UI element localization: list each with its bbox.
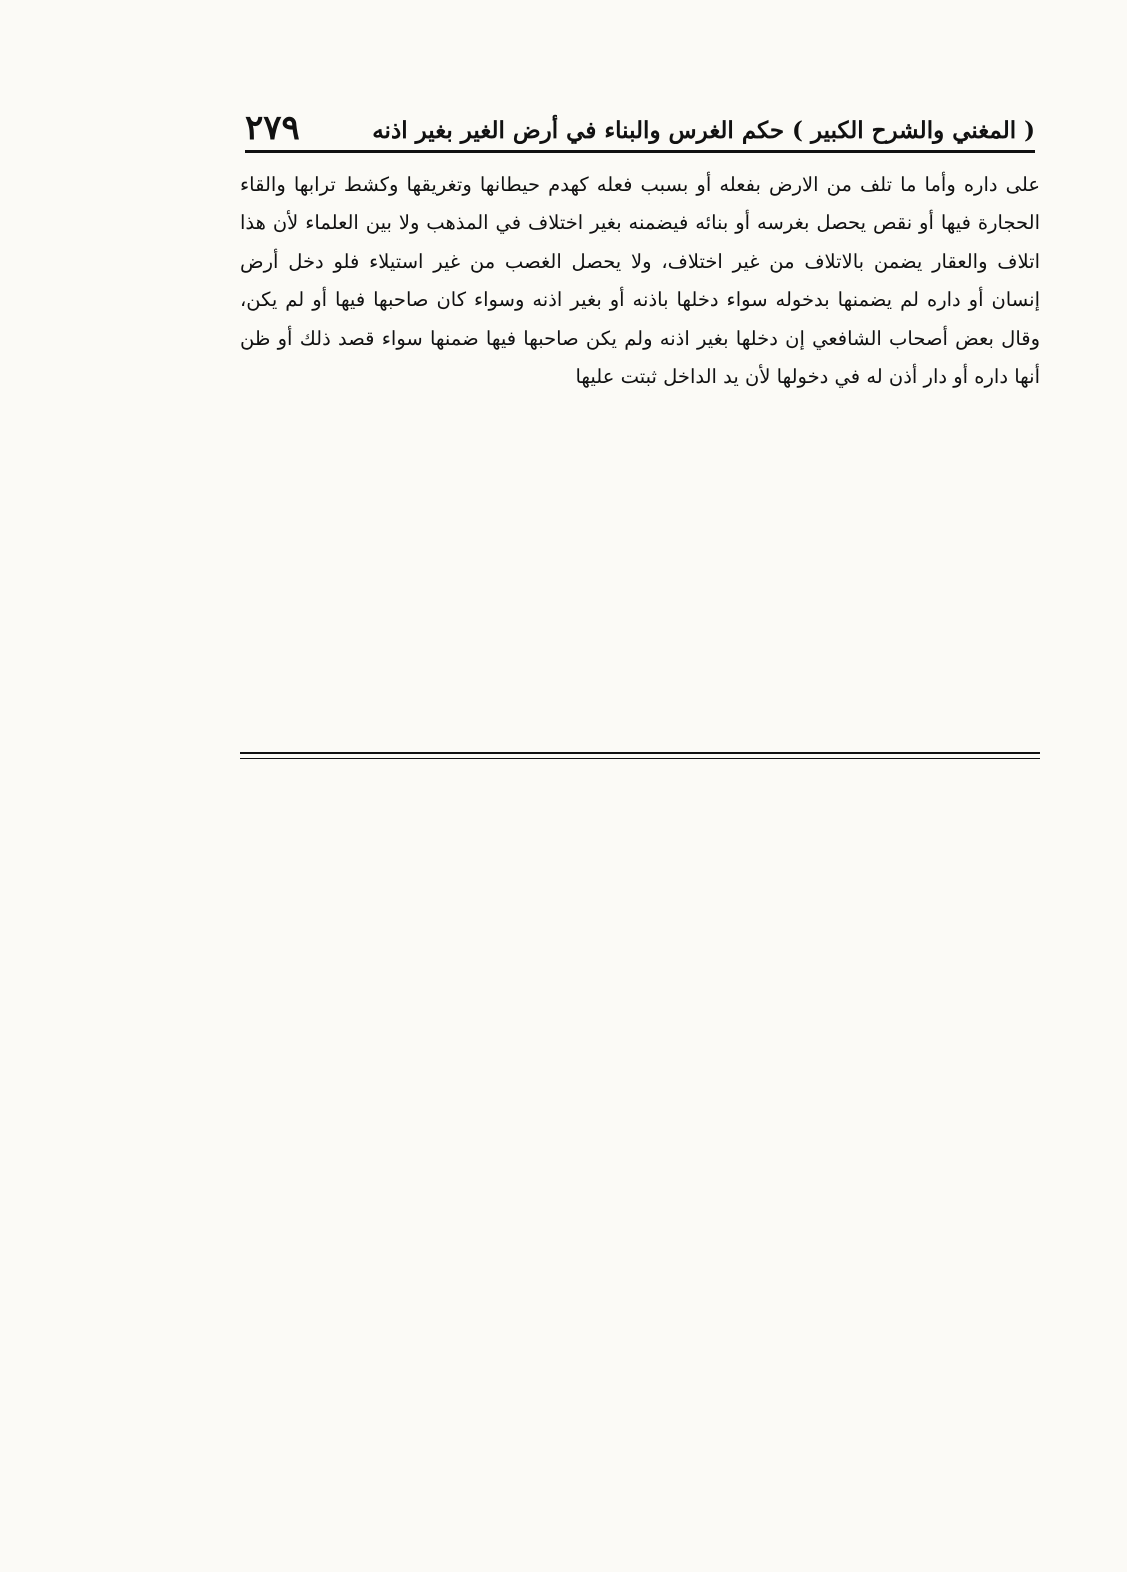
page-number: ٢٧٩: [245, 108, 300, 148]
paragraph: على داره وأما ما تلف من الارض بفعله أو بسبب فعله كهدم حيطانها وتغريقها وكشط ترابها والقاء الحجارة فيها أو نقص يحصل بغرسه أو بنائه فيضمنه بغير اختلاف في المذهب ولا بين العلماء لأن هذا اتلاف والعقار يضمن بالاتلاف من غير اختلاف، ولا يحصل الغصب من غير استيلاء فلو دخل أرض إنسان أو داره لم يضمنها بدخوله سواء دخلها باذنه أو بغير اذنه وسواء كان صاحبها فيها أو لم يكن، وقال بعض أصحاب الشافعي إن دخلها بغير اذنه ولم يكن صاحبها فيها ضمنها سواء قصد ذلك أو ظن أنها داره أو دار أذن له في دخولها لأن يد الداخل ثبتت عليها: [240, 173, 1040, 389]
section-divider: [240, 752, 1040, 759]
running-header: [245, 104, 1035, 153]
upper-text-block: [240, 166, 1040, 406]
lower-text-block: [240, 774, 1040, 784]
header-title: ( المغني والشرح الكبير ) حكم الغرس والبناء في أرض الغير بغير اذنه: [372, 117, 1035, 144]
